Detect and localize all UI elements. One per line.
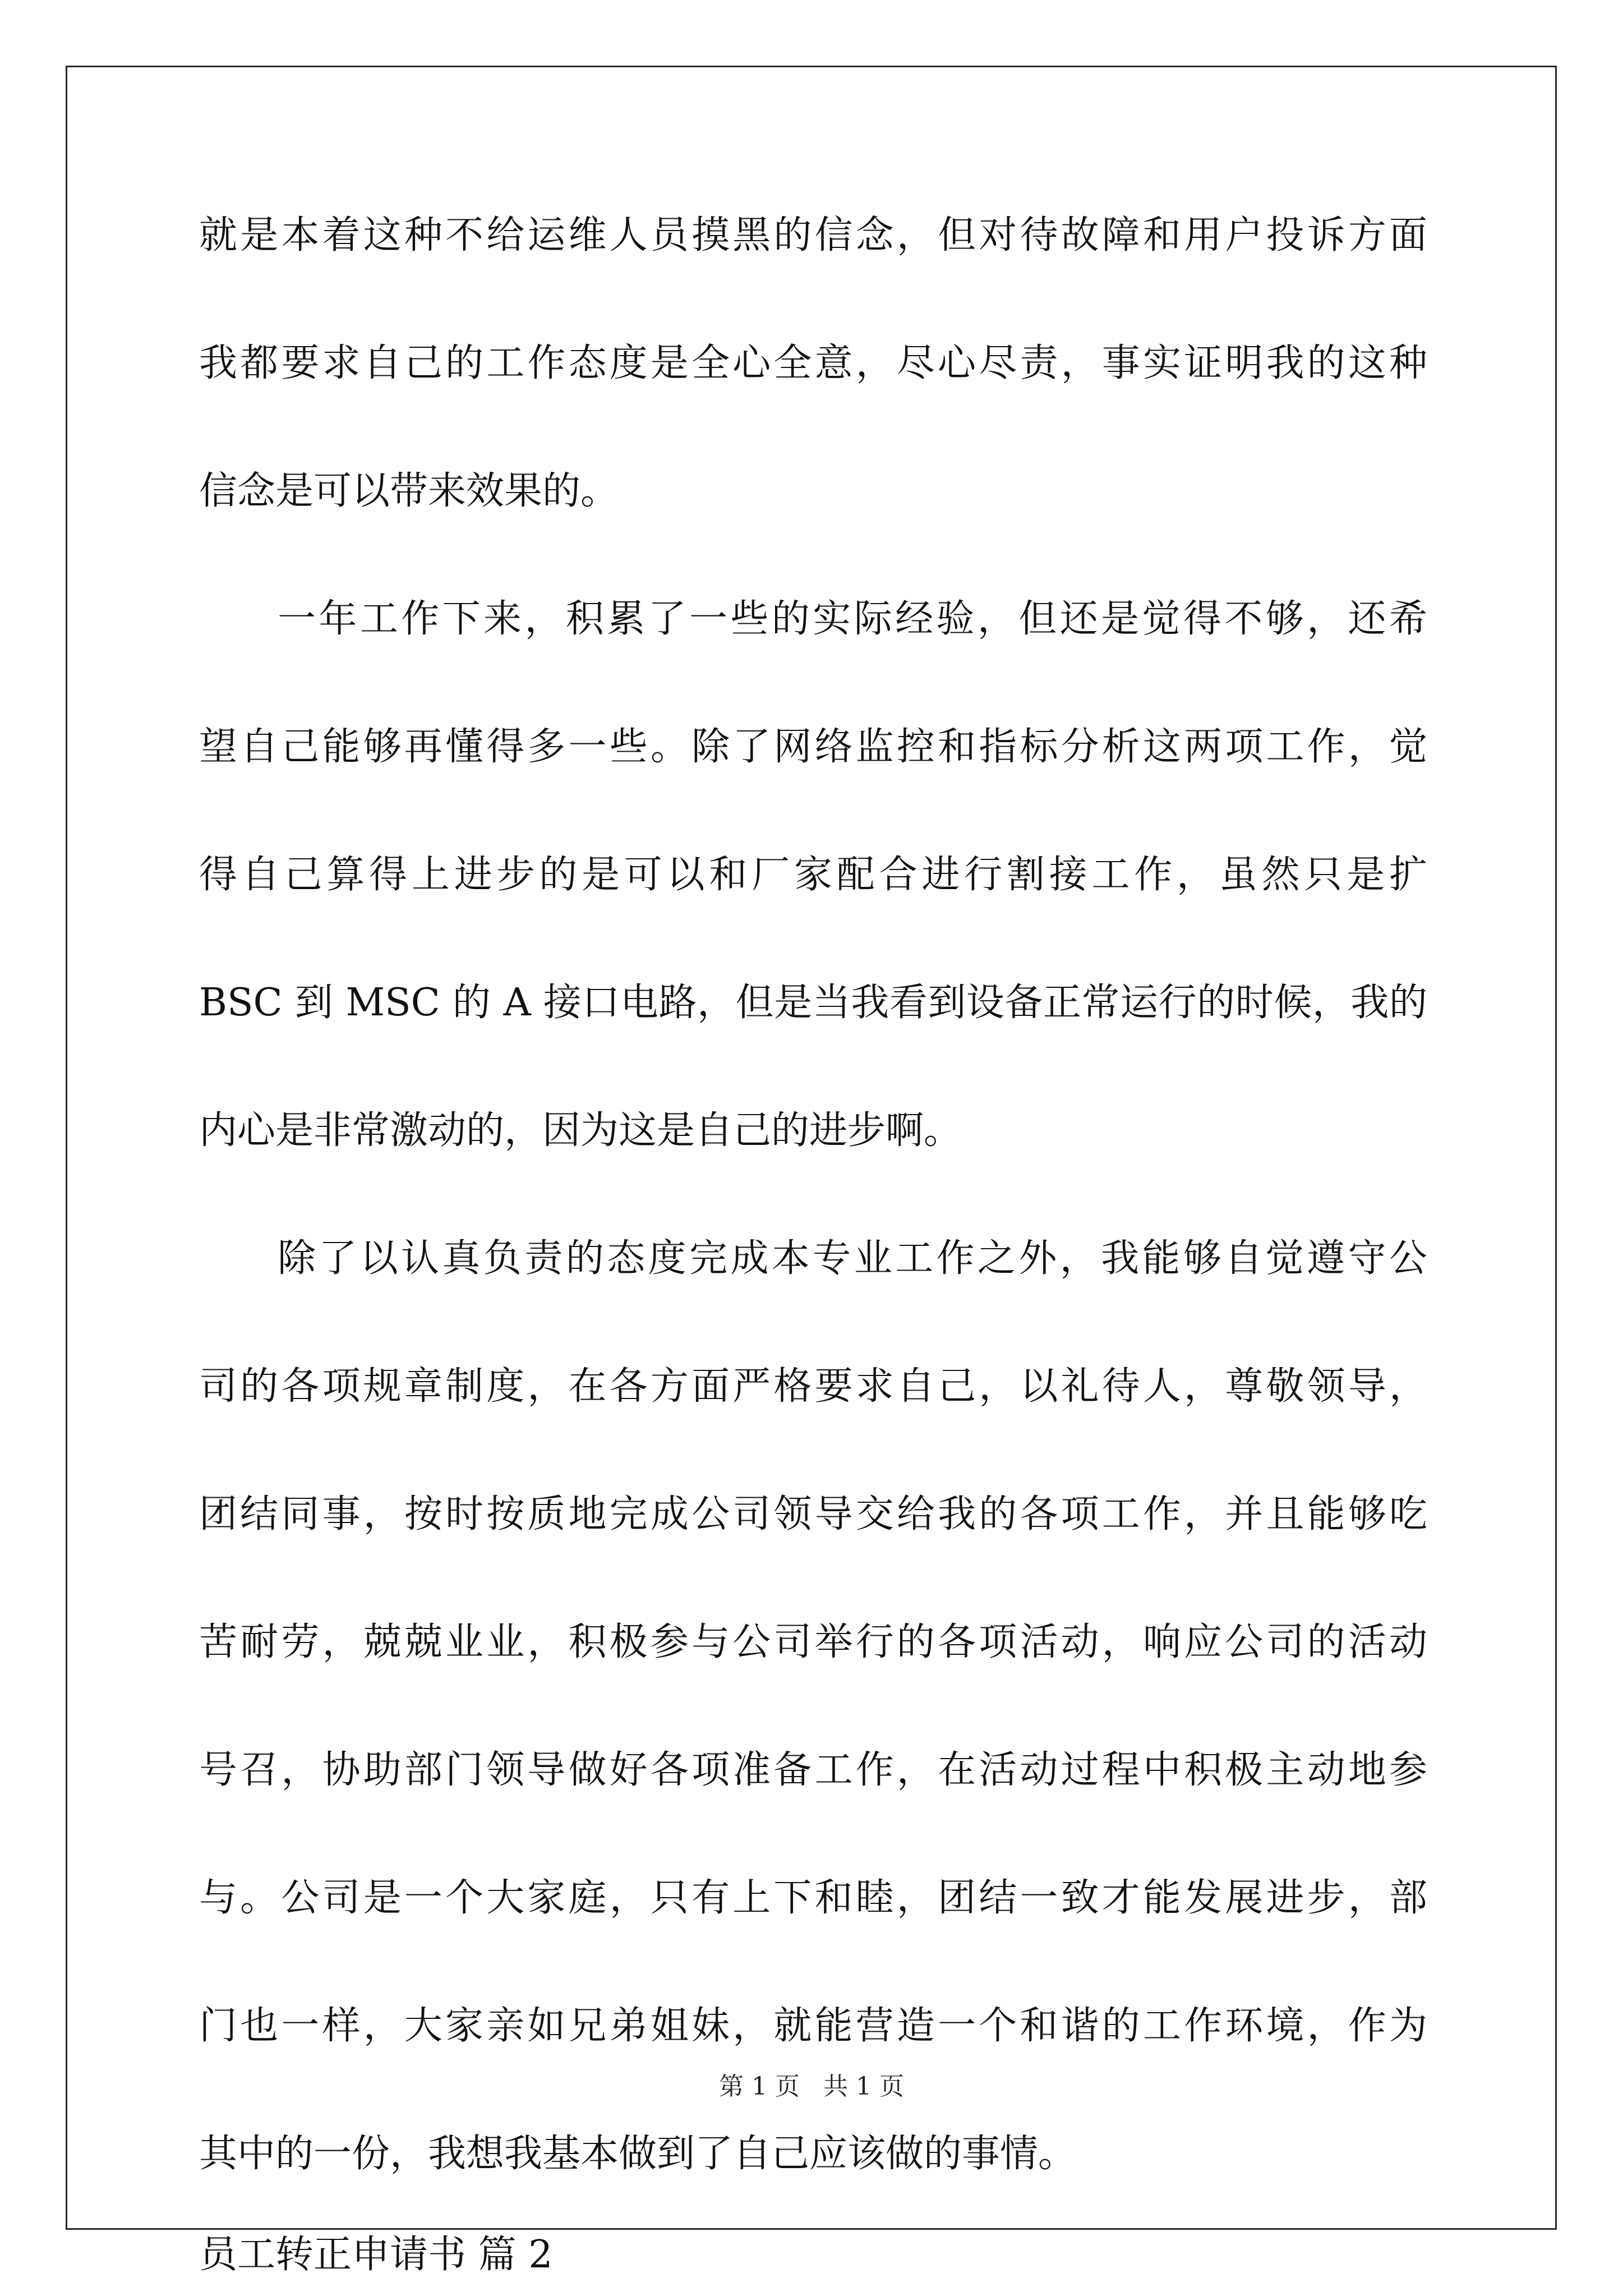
paragraph-line: 内心是非常激动的，因为这是自己的进步啊。 bbox=[199, 1108, 962, 1153]
paragraph-line: 望自己能够再懂得多一些。除了网络监控和指标分析这两项工作，觉 bbox=[199, 725, 1427, 769]
paragraph-line: 一年工作下来，积累了一些的实际经验，但还是觉得不够，还希 bbox=[278, 597, 1427, 641]
paragraph-line: 司的各项规章制度，在各方面严格要求自己，以礼待人，尊敬领导， bbox=[199, 1364, 1427, 1409]
paragraph-line: 其中的一份，我想我基本做到了自己应该做的事情。 bbox=[199, 2132, 1077, 2176]
paragraph-line: 得自己算得上进步的是可以和厂家配合进行割接工作，虽然只是扩 bbox=[199, 853, 1427, 897]
section-heading: 员工转正申请书 篇 2 bbox=[199, 2233, 553, 2277]
paragraph-line: BSC 到 MSC 的 A 接口电路，但是当我看到设备正常运行的时候，我的 bbox=[199, 981, 1427, 1025]
page-total: 共 1 页 bbox=[823, 2072, 904, 2101]
paragraph-line: 就是本着这种不给运维人员摸黑的信念，但对待故障和用户投诉方面 bbox=[199, 213, 1427, 257]
paragraph-line: 号召，协助部门领导做好各项准备工作，在活动过程中积极主动地参 bbox=[199, 1748, 1427, 1792]
paragraph-line: 除了以认真负责的态度完成本专业工作之外，我能够自觉遵守公 bbox=[278, 1236, 1427, 1281]
page-footer bbox=[0, 2070, 1623, 2104]
paragraph-line: 门也一样，大家亲如兄弟姐妹，就能营造一个和谐的工作环境，作为 bbox=[199, 2004, 1427, 2048]
paragraph-line: 信念是可以带来效果的。 bbox=[199, 469, 619, 513]
page-number: 第 1 页 bbox=[719, 2072, 800, 2101]
paragraph-line: 我都要求自己的工作态度是全心全意，尽心尽责，事实证明我的这种 bbox=[199, 341, 1427, 385]
paragraph-line: 苦耐劳，兢兢业业，积极参与公司举行的各项活动，响应公司的活动 bbox=[199, 1620, 1427, 1664]
paragraph-line: 与。公司是一个大家庭，只有上下和睦，团结一致才能发展进步，部 bbox=[199, 1876, 1427, 1920]
paragraph-line: 团结同事，按时按质地完成公司领导交给我的各项工作，并且能够吃 bbox=[199, 1492, 1427, 1536]
